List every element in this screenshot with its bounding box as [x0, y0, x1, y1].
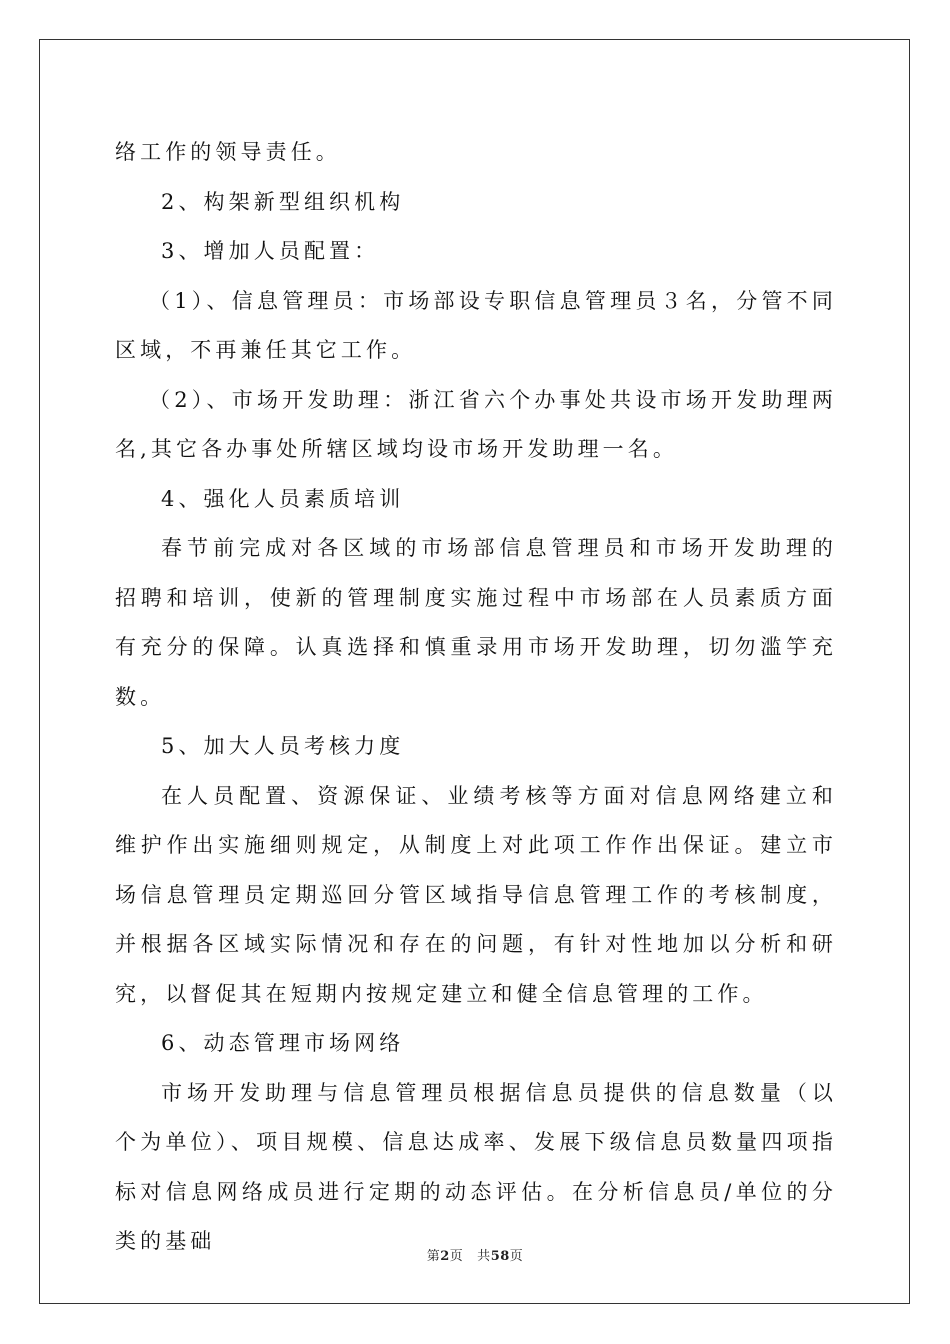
paragraph: 络工作的领导责任。	[115, 140, 341, 164]
page-unit: 页	[449, 1249, 464, 1264]
paragraph: （2）、市场开发助理：浙江省六个办事处共设市场开发助理两名,其它各办事处所辖区域均设市场开发助理一名。	[115, 387, 837, 461]
paragraph: 市场开发助理与信息管理员根据信息员提供的信息数量（以个为单位）、项目规模、信息达成率、发展下级信息员数量四项指标对信息网络成员进行定期的动态评估。在分析信息员/单位的分类的基础	[115, 1080, 837, 1253]
page-number: 2	[440, 1249, 450, 1264]
page-prefix: 第	[426, 1249, 441, 1264]
section-heading: 2、构架新型组织机构	[161, 189, 405, 214]
page-footer	[0, 1245, 950, 1264]
paragraph: （1）、信息管理员：市场部设专职信息管理员３名，分管不同区域，不再兼任其它工作。	[115, 288, 837, 362]
total-unit: 页	[509, 1249, 524, 1264]
paragraph: 在人员配置、资源保证、业绩考核等方面对信息网络建立和维护作出实施细则规定，从制度上对此项工作作出保证。建立市场信息管理员定期巡回分管区域指导信息管理工作的考核制度，并根据各区域实际情况和存在的问题，有针对性地加以分析和研究，以督促其在短期内按规定建立和健全信息管理的工作。	[115, 783, 837, 1006]
section-heading: 5、加大人员考核力度	[161, 734, 405, 758]
document-body	[115, 128, 837, 1267]
total-pages: 58	[490, 1249, 510, 1264]
section-heading: 4、强化人员素质培训	[161, 486, 405, 511]
section-heading: 3、增加人员配置：	[161, 239, 380, 263]
section-heading: 6、动态管理市场网络	[161, 1031, 405, 1055]
total-prefix: 共	[477, 1249, 491, 1264]
paragraph: 春节前完成对各区域的市场部信息管理员和市场开发助理的招聘和培训，使新的管理制度实施过程中市场部在人员素质方面有充分的保障。认真选择和慎重录用市场开发助理，切勿滥竽充数。	[115, 536, 837, 709]
